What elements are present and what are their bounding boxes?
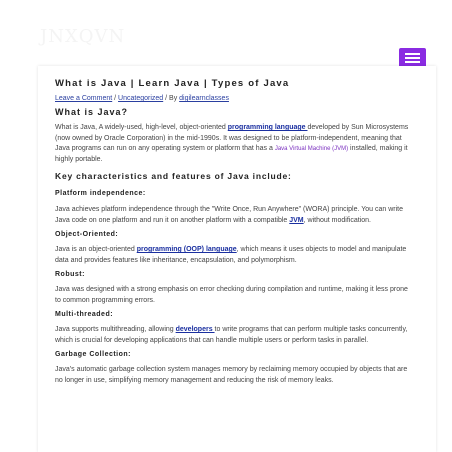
feature-text: Java supports multithreading, allowing (55, 326, 176, 333)
article-card (38, 66, 436, 452)
programming-language-link[interactable]: programming language (227, 124, 308, 131)
jvm-link[interactable]: JVM (289, 216, 304, 224)
hamburger-icon-line (405, 61, 420, 63)
jvm-inline-label: Java Virtual Machine (JVM) (274, 146, 349, 152)
features-heading: Key characteristics and features of Java include: (55, 171, 292, 181)
article-content (55, 78, 415, 386)
hamburger-icon-line (405, 53, 420, 55)
feature-text: Java achieves platform independence through the "Write Once, Run Anywhere" (WORA) principle. You can write Java code on one platform and run it on another platform with a compatible (55, 206, 404, 224)
feature-text: Java is an object-oriented (55, 246, 137, 253)
post-meta (55, 94, 415, 104)
intro-text: developed by Sun Microsystems (now owned by Oracle Corporation) in the mid-1990s. It was designed to be platform-independent, meaning that Java programs can run on any operating system or platform that has a (55, 124, 409, 152)
feature-text: , which means it uses objects to model and manipulate data and provides features like inheritance, encapsulation, and polymorphism. (55, 246, 407, 264)
feature-paragraph (55, 205, 415, 226)
intro-paragraph (55, 123, 415, 165)
leave-comment-link[interactable]: Leave a Comment (55, 95, 113, 102)
meta-separator: / By (163, 95, 180, 102)
feature-paragraph (55, 245, 415, 266)
site-header (0, 0, 452, 72)
meta-separator: / (112, 95, 119, 102)
feature-heading: Platform independence: (55, 190, 146, 197)
intro-text: installed, making it highly portable. (55, 145, 408, 163)
menu-button[interactable] (399, 48, 426, 68)
feature-heading: Multi-threaded: (55, 311, 114, 318)
intro-text: What is Java, A widely-used, high-level, object-oriented (55, 124, 228, 131)
hamburger-icon-line (405, 57, 420, 59)
author-link[interactable]: digilearnclasses (179, 95, 229, 102)
feature-text: to write programs that can perform multiple tasks concurrently, which is crucial for developing applications that can handle multiple users or perform tasks in parallel. (55, 326, 408, 344)
feature-text: , without modification. (303, 216, 371, 224)
site-logo[interactable]: JNXQVN (40, 26, 126, 47)
category-link[interactable]: Uncategorized (118, 95, 164, 102)
feature-text: Java was designed with a strong emphasis on error checking during compilation and runtime, making it less prone to common programming errors. (55, 286, 408, 304)
feature-paragraph (55, 285, 415, 306)
oop-language-link[interactable]: programming (OOP) language (136, 246, 237, 253)
feature-paragraph (55, 365, 415, 386)
feature-text: Java's automatic garbage collection system manages memory by reclaiming memory occupied by objects that are no longer in use, simplifying memory management and reducing the risk of memory leaks. (55, 366, 408, 384)
section-heading: What is Java? (55, 107, 129, 117)
article-title: What is Java | Learn Java | Types of Java (55, 78, 290, 89)
feature-heading: Garbage Collection: (55, 351, 132, 358)
feature-heading: Object-Oriented: (55, 231, 119, 238)
feature-heading: Robust: (55, 271, 85, 278)
developers-link[interactable]: developers (175, 326, 215, 333)
feature-paragraph (55, 325, 415, 346)
